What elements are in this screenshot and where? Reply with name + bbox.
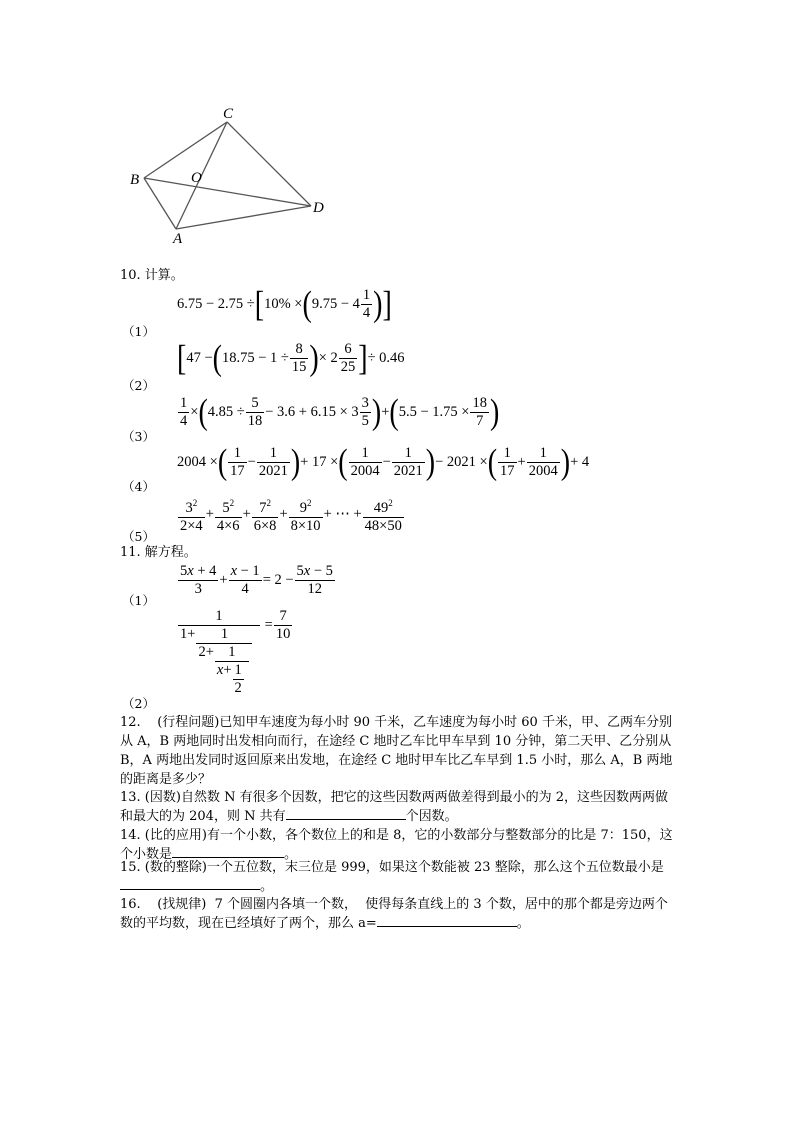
segment-da [176,206,311,229]
quadrilateral-figure [128,102,338,252]
point-label-c: C [223,106,234,122]
q10-expr-2: [47 −(18.75 − 1 ÷ $\frac{8}{15}$ )× 2 $\frac{6}{25}$ ]÷ 0.46 [177,337,405,378]
q16-text [120,895,680,933]
q11-label-2: （2） [122,696,155,711]
q10-label-4: （4） [122,479,155,494]
q14-before: 14. (比的应用)有一个小数，各个数位上的和是 8，它的小数部分与整数部分的比是 7：150，这个小数是 [120,828,673,862]
q10-title: 10. 计算。 [120,268,184,283]
diagonal-bd [144,178,311,206]
q15-answer-blank[interactable] [120,877,260,890]
q10-expr-3: $\frac{1}{4}$ ×(4.85 ÷ $\frac{5}{18}$ − 3.6 + 6.15 × 3 $\frac{3}{5}$ )+(5.5 − 1.75 × $\frac{18}{7}$ ) [180,391,500,432]
q10-label-3: （3） [122,429,155,444]
figure-svg [128,102,338,252]
point-label-o: O [191,170,202,186]
q10-label-2: （2） [122,378,155,393]
q15-after: 。 [260,879,274,894]
point-label-d: D [313,200,324,216]
q10-expr-4: 2004 ×( $\frac{1}{17}$ − $\frac{1}{2021}$ )+ 17 ×( $\frac{1}{2004}$ − $\frac{1}{2021}$ )− 2021 ×( $\frac{1}{17}$ + $\frac{1}{2004}$ )+ 4 [177,441,590,482]
segment-bc [144,122,227,178]
q10-label-5: （5） [122,529,155,544]
q13-after: 个因数。 [405,809,458,824]
q11-label-1: （1） [122,593,155,608]
q10-expr-1: 6.75 − 2.75 ÷[10% ×(9.75 − 4 $\frac{1}{4}$ )] [177,283,392,324]
segment-ab [144,178,176,229]
q16-before: 16. (找规律) 7 个圆圈内各填一个数， 使得每条直线上的 3 个数，居中的那个都是旁边两个数的平均数，现在已经填好了两个，那么 a= [120,897,668,931]
q16-answer-blank[interactable] [377,914,517,927]
q11-equation-1: $\frac{5x + 4}{3}$ + $\frac{x - 1}{4}$ = 2 − $\frac{5x - 5}{12}$ [180,563,333,597]
point-label-a: A [173,231,183,247]
q13-text [120,788,680,826]
q14-answer-blank[interactable] [172,845,284,858]
q11-equation-2: 1 1+ 1 2+ 1 x+ $\frac{1}{2}$ = $\frac{7}{10}$ [180,608,291,696]
q13-before: 13. (因数)自然数 N 有很多个因数，把它的这些因数两两做差得到最小的为 2，这些因数两两做和最大的为 204，则 N 共有 [120,790,668,824]
q10-label-1: （1） [122,324,155,339]
q10-expr-5: $\frac{3^2}{2\times 4}$ + $\frac{5^2}{4\times 6}$ + $\frac{7^2}{6\times 8}$ + $\frac{9^2}{8\times 10}$ + ⋯ + $\frac{49^2}{48\times 50}$ [177,495,405,535]
q16-after: 。 [516,916,530,931]
q12-text: 12. (行程问题)已知甲车速度为每小时 90 千米，乙车速度为每小时 60 千米，甲、乙两车分别从 A，B 两地同时出发相向而行，在途经 C 地时乙车比甲车早到 10 分钟，第二天甲、乙分别从 B，A 两地出发同时返回原来出发地，在途经 C 地时甲车比乙车早到 1.5 小时，那么 A，B 两地的距离是多少？ [120,715,673,787]
q13-answer-blank[interactable] [286,807,406,820]
point-label-b: B [130,172,140,188]
q15-text [120,858,680,896]
q14-after: 。 [284,847,298,862]
q15-before: 15. (数的整除)一个五位数，末三位是 999，如果这个数能被 23 整除，那么这个五位数最小是 [120,860,664,875]
q11-title: 11. 解方程。 [120,545,197,560]
